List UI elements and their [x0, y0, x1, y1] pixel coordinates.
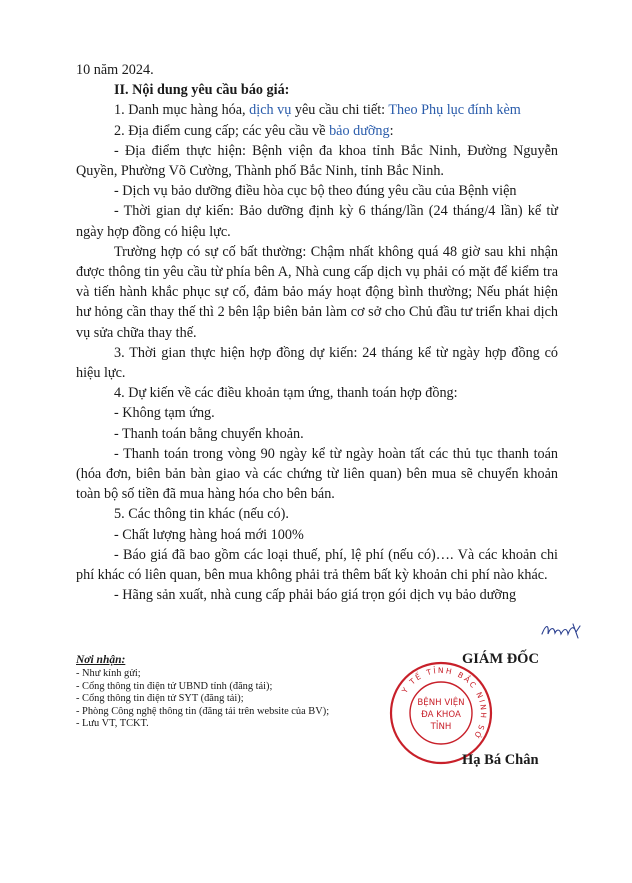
item-5: 5. Các thông tin khác (nếu có). — [114, 506, 289, 523]
director-name: Hạ Bá Chân — [462, 752, 539, 768]
transfer-line: - Thanh toán bằng chuyển khoản. — [114, 425, 304, 442]
price-paragraph: - Báo giá đã bao gồm các loại thuế, phí, lệ phí (nếu có)…. Và các khoản chi phí khác có liên quan, bên mua không phải trả thêm bất kỳ khoản chi phí nào khác. — [76, 546, 558, 584]
recipients-block — [76, 654, 406, 730]
item-1-text-a: 1. Danh mục hàng hóa, — [114, 102, 250, 119]
item-1-text-c: yêu cầu chi tiết: — [291, 102, 389, 119]
service-paragraph: - Dịch vụ bảo dưỡng điều hòa cục bộ theo đúng yêu cầu của Bệnh viện — [114, 183, 517, 200]
item-2 — [76, 121, 558, 141]
seal-line-1: BỆNH VIỆN — [417, 698, 465, 708]
recipient-item: - Lưu VT, TCKT. — [76, 718, 149, 730]
manufacturer-line: - Hãng sản xuất, nhà cung cấp phải báo giá trọn gói dịch vụ bảo dưỡng — [114, 587, 517, 604]
initials-signature — [540, 620, 584, 642]
time-paragraph: - Thời gian dự kiến: Bảo dưỡng định kỳ 6 tháng/lần (24 tháng/4 lần) kể từ ngày hợp đồng có hiệu lực. — [76, 203, 558, 240]
official-seal — [388, 660, 494, 766]
item-3: 3. Thời gian thực hiện hợp đồng dự kiến: 24 tháng kể từ ngày hợp đồng có hiệu lực. — [76, 344, 558, 382]
item-1-appendix-ref: Theo Phụ lục đính kèm — [388, 102, 521, 119]
seal-line-2: ĐA KHOA — [421, 710, 461, 720]
item-1 — [76, 100, 558, 120]
item-2-text-c: : — [389, 122, 394, 139]
section-2-heading: II. Nội dung yêu cầu báo giá: — [114, 82, 290, 99]
item-2-maintenance-word: bảo dưỡng — [329, 122, 390, 139]
item-2-text-a: 2. Địa điểm cung cấp; các yêu cầu về — [114, 122, 330, 139]
seal-ring-text: Y TẾ TỈNH BẮC NINH SỞ — [399, 665, 489, 742]
director-title: GIÁM ĐỐC — [462, 651, 539, 667]
recipient-item: - Cổng thông tin điện tử UBND tỉnh (đăng tải); — [76, 680, 273, 692]
recipient-item: - Phòng Công nghệ thông tin (đăng tải trên website của BV); — [76, 705, 330, 717]
recipients-title: Nơi nhận: — [76, 654, 126, 666]
item-1-service-word: dịch vụ — [249, 102, 292, 119]
recipient-item: - Như kính gửi; — [76, 668, 141, 680]
recipient-item: - Cổng thông tin điện tử SYT (đăng tải); — [76, 693, 244, 705]
payment-paragraph: - Thanh toán trong vòng 90 ngày kể từ ngày hoàn tất các thủ tục thanh toán (hóa đơn, biên bản bàn giao và các chứng từ liên quan) bên mua sẽ chuyển khoản toàn bộ số tiền đã mua hàng hóa cho bên bán. — [76, 445, 558, 503]
item-4: 4. Dự kiến về các điều khoản tạm ứng, thanh toán hợp đồng: — [114, 385, 458, 402]
incident-paragraph: Trường hợp có sự cố bất thường: Chậm nhất không quá 48 giờ sau khi nhận được thông tin yêu cầu từ phía bên A, Nhà cung cấp dịch vụ phải có mặt để kiểm tra và tiến hành khắc phục sự cố, đảm bảo máy hoạt động bình thường; Nếu phát hiện hư hỏng cần thay thế thì 2 bên lập biên bản làm cơ sở cho Chủ đầu tư triển khai dịch vụ sửa chữa thay thế. — [76, 243, 558, 341]
no-advance-line: - Không tạm ứng. — [114, 405, 215, 422]
quality-line: - Chất lượng hàng hoá mới 100% — [114, 526, 304, 543]
date-line-fragment: 10 năm 2024. — [76, 62, 154, 78]
seal-line-3: TỈNH — [430, 722, 452, 732]
document-body — [76, 60, 558, 605]
location-paragraph: - Địa điểm thực hiện: Bệnh viện đa khoa tỉnh Bắc Ninh, Đường Nguyễn Quyền, Phường Võ Cường, Thành phố Bắc Ninh, tỉnh Bắc Ninh. — [76, 142, 558, 180]
